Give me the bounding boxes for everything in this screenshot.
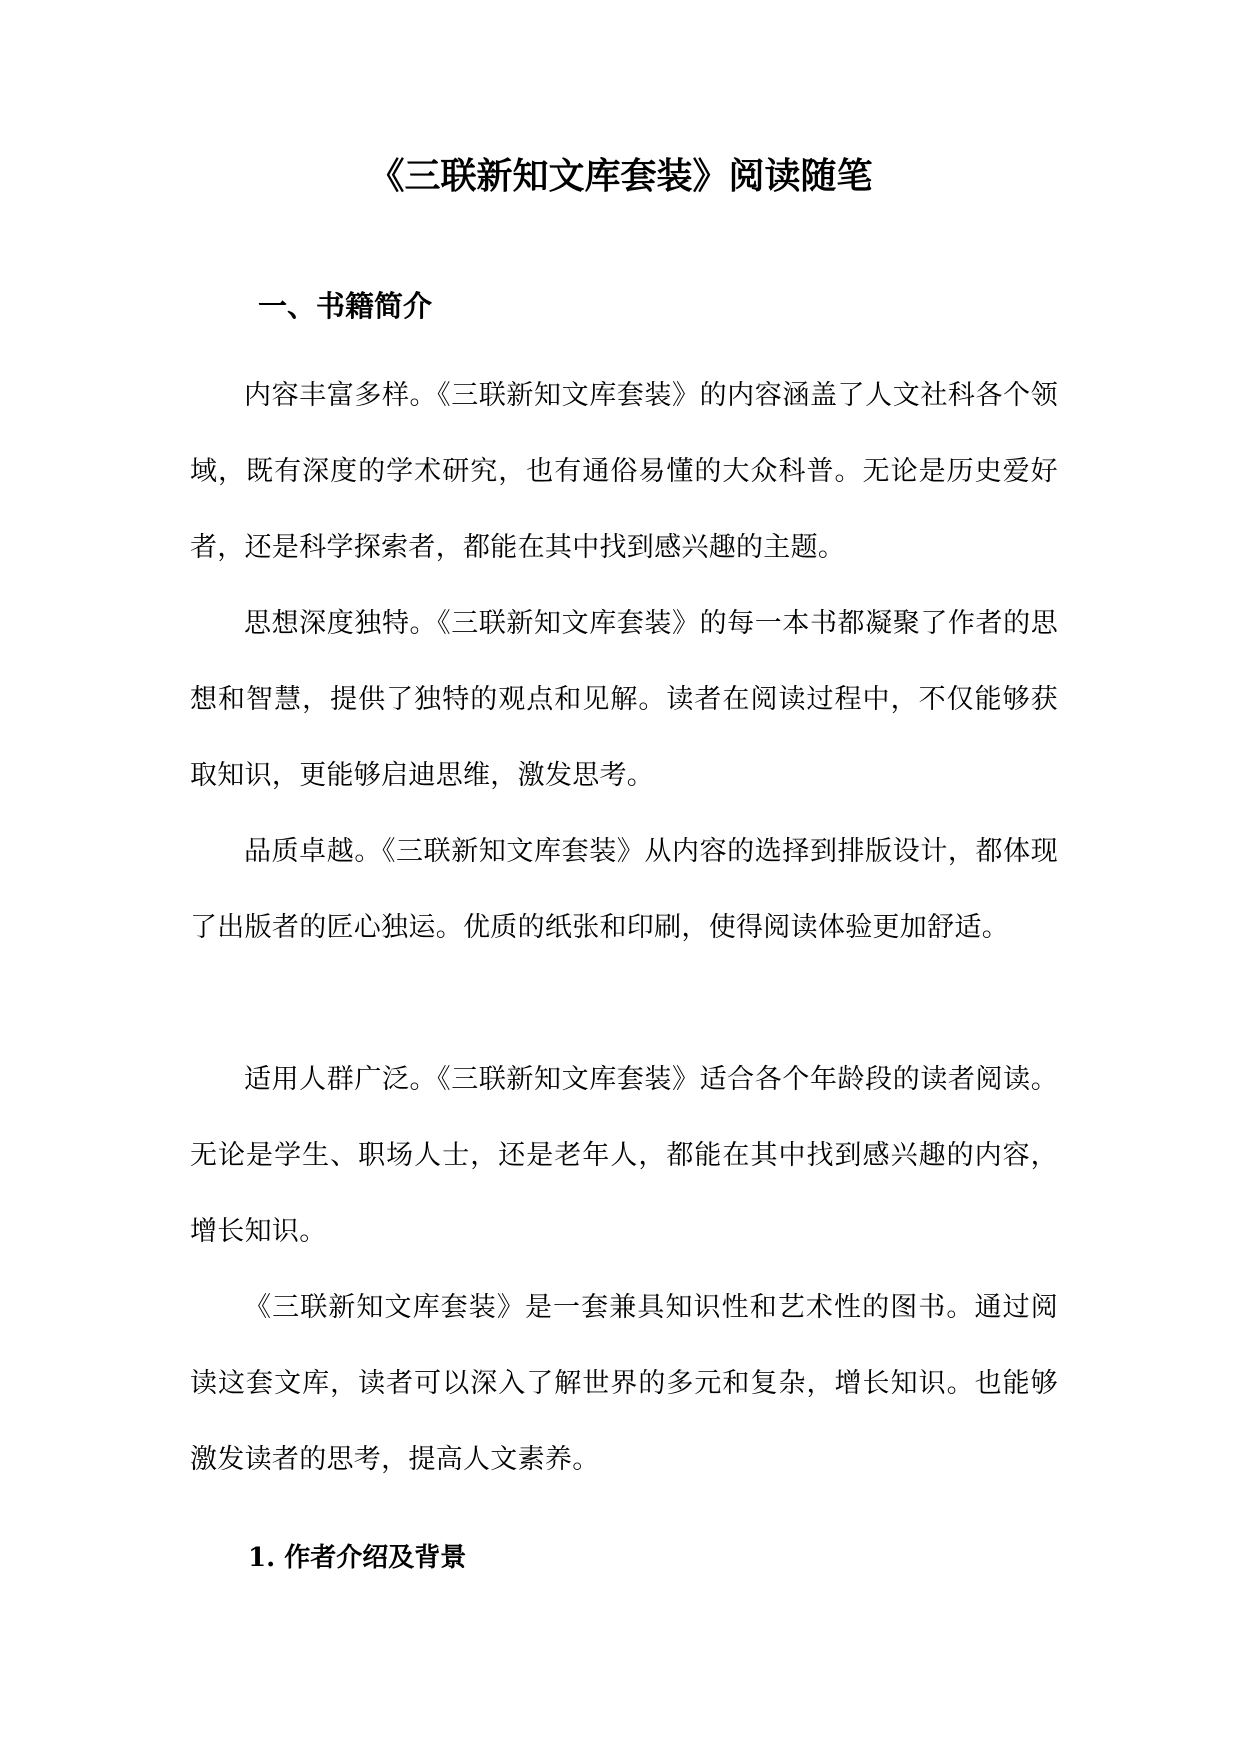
- paragraph-thought-depth: 思想深度独特。《三联新知文库套装》的每一本书都凝聚了作者的思想和智慧，提供了独特的观点和见解。读者在阅读过程中，不仅能够获取知识，更能够启迪思维，激发思考。: [190, 608, 1058, 791]
- subsection-heading-author: 1. 作者介绍及背景: [248, 1543, 467, 1573]
- section-heading-book-intro: 一、书籍简介: [258, 289, 433, 323]
- paragraph-audience: 适用人群广泛。《三联新知文库套装》适合各个年龄段的读者阅读。无论是学生、职场人士，还是老年人，都能在其中找到感兴趣的内容，增长知识。: [190, 1064, 1058, 1247]
- document-title: 《三联新知文库套装》阅读随笔: [368, 155, 873, 197]
- paragraph-quality: 品质卓越。《三联新知文库套装》从内容的选择到排版设计，都体现了出版者的匠心独运。优质的纸张和印刷，使得阅读体验更加舒适。: [190, 836, 1058, 943]
- paragraph-summary: 《三联新知文库套装》是一套兼具知识性和艺术性的图书。通过阅读这套文库，读者可以深入了解世界的多元和复杂，增长知识。也能够激发读者的思考，提高人文素养。: [190, 1292, 1058, 1475]
- paragraph-content-variety: 内容丰富多样。《三联新知文库套装》的内容涵盖了人文社科各个领域，既有深度的学术研究，也有通俗易懂的大众科普。无论是历史爱好者，还是科学探索者，都能在其中找到感兴趣的主题。: [190, 380, 1058, 563]
